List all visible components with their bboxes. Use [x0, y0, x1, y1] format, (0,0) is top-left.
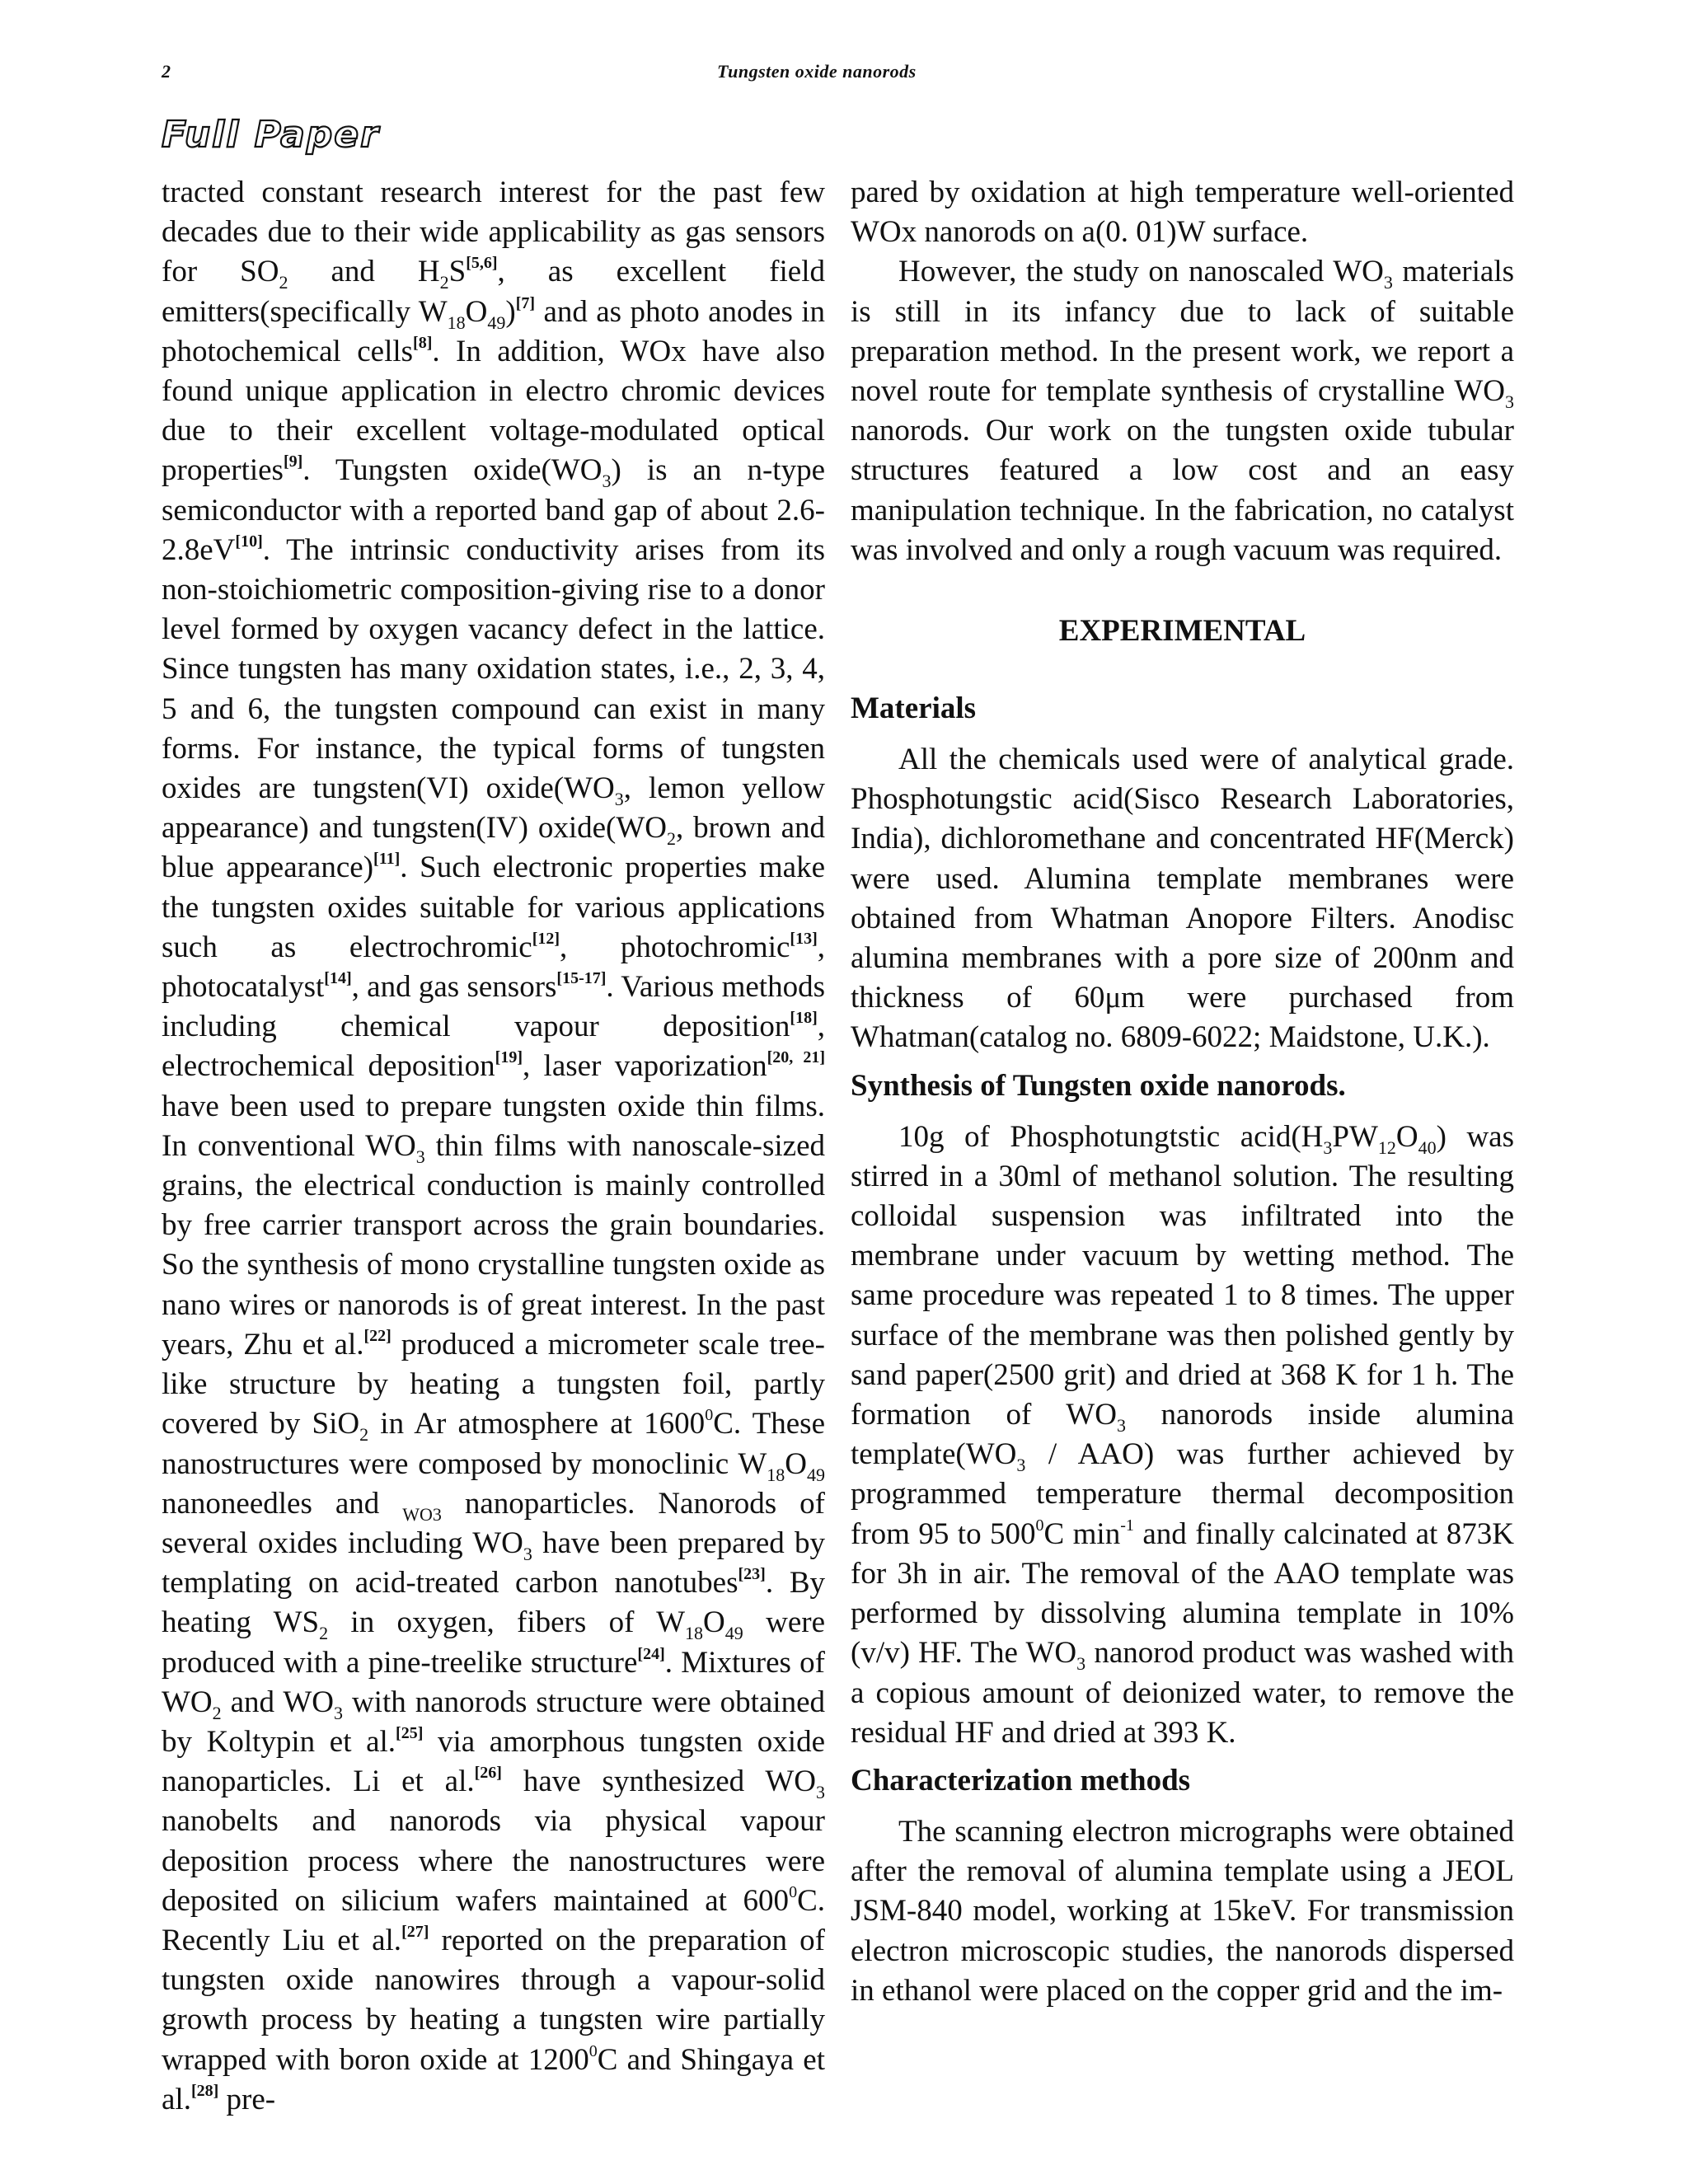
citation: [13] — [790, 929, 818, 948]
citation: [25] — [396, 1723, 424, 1742]
body-paragraph: The scanning electron micrographs were obtained after the removal of alumina template using a JEOL JSM-840 model, working at 15keV. For transmission electron microscopic studies, the nanorods dispersed in ethanol were placed on the copper grid and the im- — [851, 1814, 1514, 2008]
citation: [23] — [738, 1565, 766, 1584]
section-heading-experimental: EXPERIMENTAL — [1058, 614, 1306, 649]
running-title: Tungsten oxide nanorods — [717, 61, 917, 82]
citation: [9] — [283, 452, 303, 471]
body-paragraph: tracted constant research interest for the past few decades due to their wide applicability as gas sensors for $SO_2$ and $H_2S[5,6]$, as excellent field emitters(specifically $W_{18}O_{49})[7]$ and as photo anodes in photochemical cells[8]. In addition, WOx have also found unique application in electro chromic devices due to their excellent voltage-modulated optical properties[9]. Tungsten $oxide(WO_3)$ is an n-type semiconductor with a reported band gap of about 2.6-2.8eV[10]. The intrinsic conductivity arises from its non-stoichiometric composition-giving rise to a donor level formed by oxygen vacancy defect in the lattice. Since tungsten has many oxidation states, i.e., 2, 3, 4, 5 and 6, the tungsten compound can exist in many forms. For instance, the typical forms of tungsten oxides are tungsten(VI) $oxide(WO_3$, lemon yellow appearance) and tungsten(IV) $oxide(WO_2$, brown and blue appearance)[11]. Such electronic properties make the tungsten oxides suitable for various applications such as electrochromic[12], photochromic[13], photocatalyst[14], and gas sensors[15-17]. Various methods including chemical vapour deposition[18], electrochemical deposition[19], laser vaporization[20, 21] have been used to prepare tungsten oxide thin films. In conventional $WO_3$ thin films with nanoscale-sized grains, the electrical conduction is mainly controlled by free carrier transport across the grain boundaries. So the synthesis of mono crystalline tungsten oxide as nano wires or nanorods is of great interest. In the past years, Zhu et al.[22] produced a micrometer scale tree-like structure by heating a tungsten foil, partly covered by SiO$_2$ in Ar atmosphere at 1600$^0$C. These nanostructures were composed by monoclinic $W_{18}O_{49}$ nanoneedles and $_{WO3}$ nanoparticles. Nanorods of several oxides including $WO_3$ have been prepared by templating on acid-treated carbon nanotubes[23]. By heating $WS_2$ in oxygen, fibers of $W_{18}O_{49}$ were produced with a pine-treelike structure[24]. Mixtures of $WO_2$ and $WO_3$ with nanorods structure were obtained by Koltypin et al.[25] via amorphous tungsten oxide nanoparticles. Li et al.[26] have synthesized $WO_3$ nanobelts and nanorods via physical vapour deposition process where the nanostructures were deposited on silicium wafers maintained at $600^0C$. Recently Liu et al.[27] reported on the preparation of tungsten oxide nanowires through a vapour-solid growth process by heating a tungsten wire partially wrapped with boron oxide at 1200$^0$C and Shingaya et al.[28] pre- — [162, 176, 826, 2116]
citation: [14] — [324, 969, 352, 988]
citation: [12] — [532, 929, 560, 948]
citation: [24] — [637, 1644, 665, 1663]
body-paragraph: 10g of Phosphotungtstic $acid(H_3PW_{12}O_{40})$ was stirred in a 30ml of methanol solution. The resulting colloidal suspension was infiltrated into the membrane under vacuum by wetting method. The same procedure was repeated 1 to 8 times. The upper surface of the membrane was then polished gently by sand paper(2500 grit) and dried at 368 K for 1 h. The formation of $WO_3$ nanorods inside alumina $template(WO_3 / AAO)$ was further achieved by programmed temperature thermal decomposition from 95 to $500^0C$ $\min^{-1}$ and finally calcinated at 873K for 3h in air. The removal of the AAO template was performed by dissolving alumina template in 10%(v/v) HF. The $WO_3$ nanorod product was washed with a copious amount of deionized water, to remove the residual HF and dried at 393 K. — [851, 1119, 1514, 1750]
left-column — [162, 173, 825, 2120]
body-paragraph: All the chemicals used were of analytical grade. Phosphotungstic acid(Sisco Research Laboratories, India), dichloromethane and concentrated HF(Merck) were used. Alumina template membranes were obtained from Whatman Anopore Filters. Anodisc alumina membranes with a pore size of 200nm and thickness of 60μm were purchased from Whatman(catalog no. 6809-6022; Maidstone, U.K.). — [851, 743, 1514, 1055]
citation: [27] — [401, 1922, 429, 1941]
section-label: Full Paper — [162, 114, 380, 156]
body-paragraph: However, the study on nanoscaled $WO_3$ materials is still in its infancy due to lack of suitable preparation method. In the present work, we report a novel route for template synthesis of crystalline $WO_3$ nanorods. Our work on the tungsten oxide tubular structures featured a low cost and an easy manipulation technique. In the fabrication, no catalyst was involved and only a rough vacuum was required. — [851, 255, 1514, 567]
citation: [5,6] — [466, 254, 498, 273]
right-column — [851, 173, 1514, 2011]
citation: [26] — [474, 1764, 502, 1783]
citation: [22] — [363, 1326, 392, 1345]
citation: [15-17] — [556, 969, 607, 988]
subsection-heading-synthesis: Synthesis of Tungsten oxide nanorods. — [851, 1068, 1346, 1103]
citation: [28] — [190, 2081, 219, 2100]
subsection-heading-materials: Materials — [851, 691, 977, 726]
citation: [8] — [413, 333, 433, 352]
citation: [11] — [373, 850, 401, 869]
citation: [20, 21] — [767, 1048, 825, 1067]
citation: [10] — [235, 532, 263, 551]
page-number: 2 — [162, 61, 171, 82]
citation: [7] — [515, 293, 536, 312]
subsection-heading-characterization: Characterization methods — [851, 1763, 1191, 1797]
body-paragraph: pared by oxidation at high temperature well-oriented WOx nanorods on a(0. 01)W surface. — [851, 176, 1514, 250]
citation: [19] — [495, 1048, 523, 1067]
citation: [18] — [790, 1009, 818, 1028]
